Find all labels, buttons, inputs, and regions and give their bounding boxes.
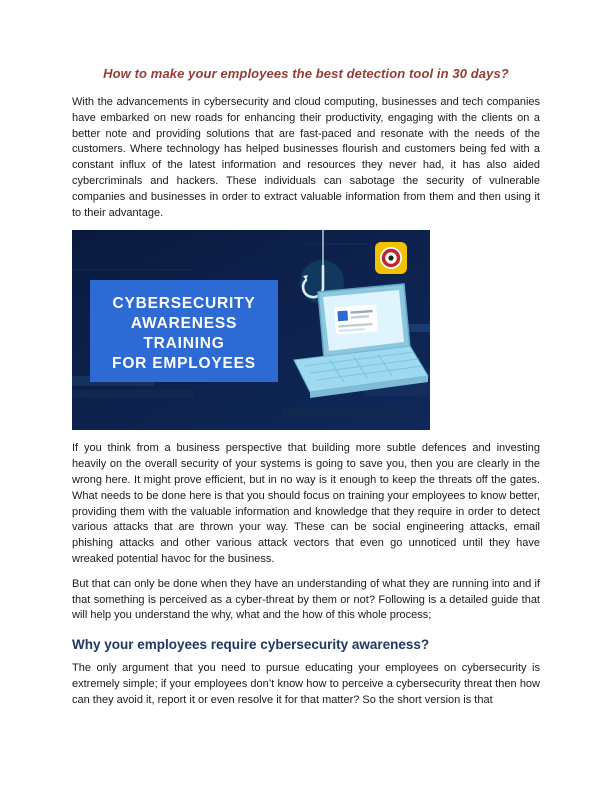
- section-heading-why-awareness: Why your employees require cybersecurity awareness?: [72, 637, 430, 653]
- paragraph-understanding: But that can only be done when they have an understanding of what they are running into and if that something is perceived as a cyber-threat by them or not? Following is a detailed guide that will help you understand the why, what and the how of this whole process;: [72, 577, 540, 622]
- document-content: [72, 66, 540, 718]
- document-title: How to make your employees the best detection tool in 30 days?: [103, 66, 509, 81]
- caption-line-2: AWARENESS: [130, 315, 238, 333]
- figure-illustration: [72, 230, 430, 430]
- paragraph-argument: The only argument that you need to pursue educating your employees on cybersecurity is extremely simple; if your employees don’t know how to perceive a cybersecurity threat then how can they avoid it, report it or even resolve it for that matter? So the short version is that: [72, 662, 540, 706]
- paragraph-defences: If you think from a business perspective that building more subtle defences and investing heavily on the overall security of your systems is going to save you, then you are clearly in the wrong here. It might prove efficient, but in no way is it enough to keep the threats off the gates. What needs to be done here is that you should focus on training your employees to know better, providing them with the valuable information and knowledge that they require in order to detect various attacks that are thrown your way. These can be social engineering attacks, email phishing attacks and other various attack vectors that even go unnoticed until they have wreaked potential havoc for the business.: [72, 442, 540, 565]
- caption-line-3: TRAINING: [143, 335, 225, 353]
- caption-line-4: FOR EMPLOYEES: [112, 355, 256, 373]
- logo-badge-icon: [375, 242, 407, 274]
- caption-panel: [90, 280, 278, 382]
- cybersecurity-awareness-figure: [72, 230, 430, 430]
- paragraph-intro: With the advancements in cybersecurity and cloud computing, businesses and tech companies have embarked on new roads for enhancing their productivity, engaging with the clients on a better note and providing solutions that are fast-paced and resonate with the needs of the customers. Where technology has helped businesses flourish and customers being fed with a constant influx of the latest information and resources they never had, it has also aided cybercriminals and hackers. These individuals can sabotage the security of vulnerable companies and businesses in order to extract valuable information from them and then using it to their advantage.: [72, 96, 540, 219]
- caption-line-1: CYBERSECURITY: [112, 295, 256, 313]
- credential-card: [334, 305, 378, 335]
